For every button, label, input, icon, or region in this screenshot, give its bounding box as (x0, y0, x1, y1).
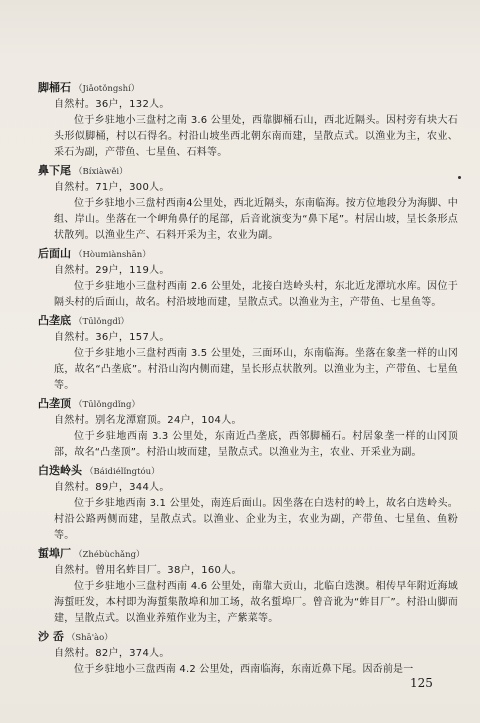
bleed-through-text (40, 28, 450, 88)
entry-houmianshan (38, 246, 458, 311)
entry-name: 脚桶石 (38, 81, 71, 94)
entry-stats: 自然村。82户，374人。 (54, 648, 170, 659)
entry-stats: 自然村。别名龙潭窟顶。24户，104人。 (54, 415, 242, 426)
entry-pinyin: （Hòumiànshān） (74, 250, 151, 260)
entry-pinyin: （Tūlǒngdǐng） (74, 400, 140, 410)
entry-stats: 自然村。36户，132人。 (54, 99, 170, 110)
entry-pinyin: （Jiǎotǒngshí） (74, 84, 140, 94)
page-number: 125 (410, 676, 433, 690)
entry-description: 位于乡驻地西南 3.1 公里处，南连后面山。因坐落在白迭村的岭上，故名白迭岭头。村沿公路两侧而建，呈散点式。以渔业、企业为主，农业为副，产带鱼、七星鱼、鱼粉等。 (54, 498, 458, 541)
entry-bixiawei (38, 163, 458, 244)
entry-description: 位于乡驻地小三盘村西南 4.6 公里处，南靠大贡山，北临白迭澳。相传早年附近海域海蜇旺发，本村即为海蜇集散埠和加工场，故名蜇埠厂。曾音讹为“蚱目厂”。村沿山脚而建，呈散点式。以渔业养殖作业为主，产紫菜等。 (54, 581, 458, 624)
entry-name: 白迭岭头 (38, 464, 82, 477)
gazetteer-entries (38, 80, 458, 680)
entry-tulongdi (38, 313, 458, 394)
entry-name: 后面山 (38, 247, 71, 260)
entry-stats: 自然村。71户，300人。 (54, 182, 170, 193)
entry-name: 蜇埠厂 (38, 547, 71, 560)
entry-description: 位于乡驻地西南 3.3 公里处，东南近凸垄底，西邻脚桶石。村居象垄一样的山冈顶部，故名“凸垄顶”。村沿山坡而建，呈散点式。以渔业为主，农业、开采业为副。 (54, 431, 458, 458)
entry-stats: 自然村。曾用名蚱目厂。38户，160人。 (54, 565, 242, 576)
entry-stats: 自然村。29户，119人。 (54, 265, 170, 276)
entry-stats: 自然村。89户，344人。 (54, 482, 170, 493)
entry-pinyin: （Zhébùchǎng） (74, 550, 145, 560)
entry-pinyin: （Báidiélǐngtóu） (85, 467, 160, 477)
entry-name: 凸垄底 (38, 314, 71, 327)
entry-name: 鼻下尾 (38, 164, 71, 177)
entry-tulongding (38, 396, 458, 461)
ink-speck (458, 176, 461, 179)
entry-shaao (38, 629, 458, 678)
entry-description: 位于乡驻地小三盘村西南4公里处，西北近隔头，东南临海。按方位地段分为海脚、中组、岸山。坐落在一个岬角鼻仔的尾部，后音讹演变为“鼻下尾”。村居山坡，呈长条形点状散列。以渔业生产、石料开采为主，农业为副。 (54, 198, 458, 241)
entry-description: 位于乡驻地小三盘村西南 3.5 公里处，三面环山，东南临海。坐落在象垄一样的山冈底，故名“凸垄底”。村沿山沟内侧而建，呈长形点状散列。以渔业为主，产带鱼、七星鱼等。 (54, 348, 458, 391)
entry-pinyin: （Shā'ào） (66, 633, 113, 643)
entry-pinyin: （Bíxiàwěi） (74, 167, 128, 177)
entry-stats: 自然村。36户，157人。 (54, 332, 170, 343)
entry-pinyin: （Tūlǒngdǐ） (74, 317, 130, 327)
entry-jiaotongshi (38, 80, 458, 161)
entry-zhebuchang (38, 546, 458, 627)
entry-name: 凸垄顶 (38, 397, 71, 410)
entry-description: 位于乡驻地小三盘村之南 3.6 公里处，西靠脚桶石山，西北近隔头。因村旁有块大石头形似脚桶，村以石得名。村沿山坡坐西北朝东南而建，呈散点式。以渔业为主，农业、采石为副，产带鱼、七星鱼、石料等。 (54, 115, 458, 158)
entry-name: 沙 岙 (38, 630, 64, 643)
entry-description: 位于乡驻地小三盘村西南 2.6 公里处，北接白迭岭头村，东北近龙潭坑水库。因位于隔头村的后面山，故名。村沿坡地而建，呈散点式。以渔业为主，产带鱼、七星鱼等。 (54, 281, 458, 308)
entry-description: 位于乡驻地小三盘西南 4.2 公里处，西南临海，东南近鼻下尾。因岙前是一 (74, 664, 414, 675)
entry-baidielingtou (38, 463, 458, 544)
